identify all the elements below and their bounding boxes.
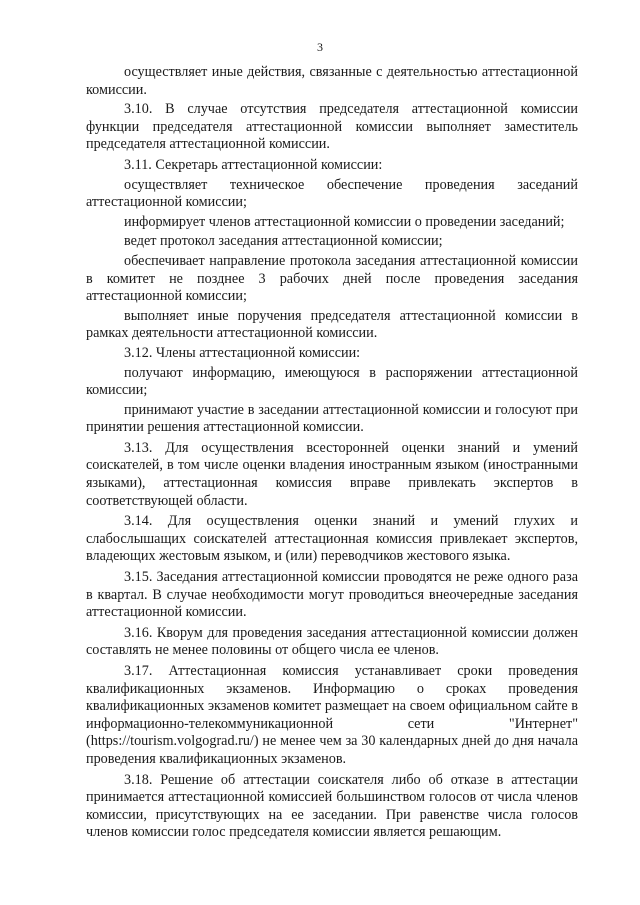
paragraph-3-14: 3.14. Для осуществления оценки знаний и умений глухих и слабослышащих соискателей аттестационная комиссия привлекает экспертов, владеющих жестовым языком, и (или) переводчиков жестового языка. [86, 513, 578, 565]
paragraph: ведет протокол заседания аттестационной комиссии; [124, 233, 443, 250]
paragraph-3-15: 3.15. Заседания аттестационной комиссии проводятся не реже одного раза в квартал. В случае необходимости могут проводиться внеочередные заседания аттестационной комиссии. [86, 569, 578, 621]
paragraph-3-12: 3.12. Члены аттестационной комиссии: [124, 344, 361, 361]
page-number: 3 [317, 40, 323, 54]
paragraph: информирует членов аттестационной комиссии о проведении заседаний; [124, 213, 565, 230]
paragraph-3-16: 3.16. Кворум для проведения заседания аттестационной комиссии должен составлять не менее половины от общего числа ее членов. [86, 624, 578, 659]
paragraph-3-10: 3.10. В случае отсутствия председателя аттестационной комиссии функции председателя аттестационной комиссии выполняет заместитель председателя аттестационной комиссии. [86, 101, 578, 153]
paragraph: принимают участие в заседании аттестационной комиссии и голосуют при принятии решения аттестационной комиссии. [86, 401, 578, 436]
paragraph-3-13: 3.13. Для осуществления всесторонней оценки знаний и умений соискателей, в том числе оценки владения иностранным языком (иностранными языками), аттестационная комиссия вправе привлекать экспертов в соответствующей области. [86, 439, 578, 509]
paragraph: выполняет иные поручения председателя аттестационной комиссии в рамках деятельности аттестационной комиссии. [86, 307, 578, 342]
paragraph: обеспечивает направление протокола заседания аттестационной комиссии в комитет не позднее 3 рабочих дней после проведения заседания аттестационной комиссии; [86, 252, 578, 305]
document-body [86, 64, 578, 844]
paragraph: осуществляет техническое обеспечение проведения заседаний аттестационной комиссии; [86, 176, 578, 211]
paragraph-3-18: 3.18. Решение об аттестации соискателя либо об отказе в аттестации принимается аттестационной комиссией большинством голосов от числа членов комиссии, присутствующих на ее заседании. При равенстве числа голосов членов комиссии голос председателя комиссии является решающим. [86, 771, 578, 841]
paragraph: получают информацию, имеющуюся в распоряжении аттестационной комиссии; [86, 364, 578, 399]
paragraph-3-11: 3.11. Секретарь аттестационной комиссии: [124, 156, 383, 173]
paragraph: осуществляет иные действия, связанные с деятельностью аттестационной комиссии. [86, 64, 578, 98]
paragraph-3-17: 3.17. Аттестационная комиссия устанавливает сроки проведения квалификационных экзаменов. Информацию о сроках проведения квалификационных экзаменов комитет размещает на своем официальном сайте в информационно-телекоммуникационной сети "Интернет" (https://tourism.volgograd.ru/) не менее чем за 30 календарных дней до дня начала проведения квалификационных экзаменов. [86, 663, 578, 767]
